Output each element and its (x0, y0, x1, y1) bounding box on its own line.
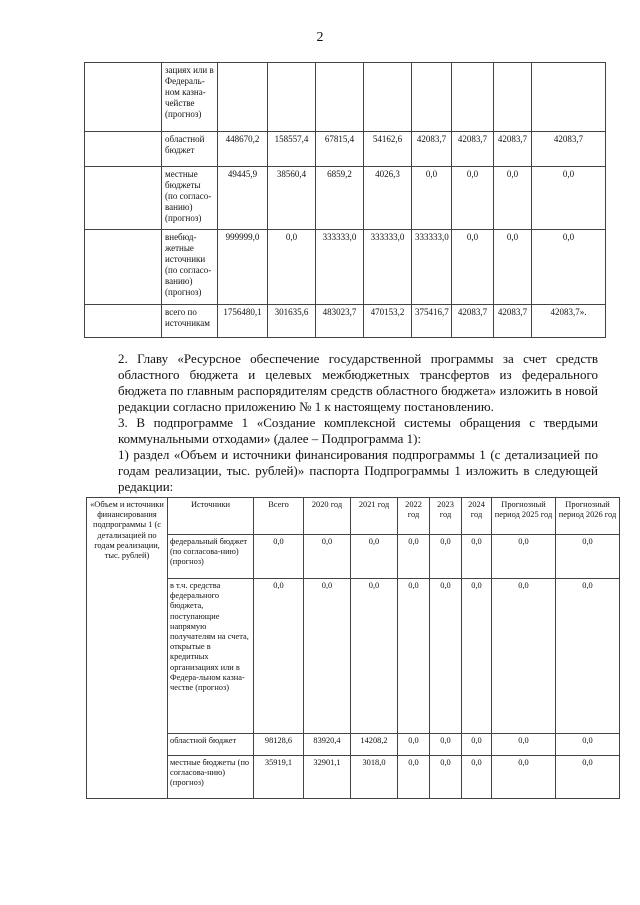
table-row (85, 63, 606, 132)
source-cell: областной бюджет (168, 734, 254, 756)
funding-label-cell: «Объем и источники финансирования подпрограммы 1 (с детализацией по годам реализации, тыс. рублей) (87, 498, 168, 799)
header-cell: Источники (168, 498, 254, 535)
source-cell: внебюд-жетные источники (по согласо-ванию) (прогноз) (162, 230, 218, 305)
table-row: в т.ч. средства федерального бюджета, поступающие напрямую получателям на счета, открытые в кредитных организациях или в Федера-льном казна-честве (прогноз) 0,0 0,0 0,0 0,0 0,0 0,0 0,0 0,0 (87, 579, 620, 734)
source-cell: федеральный бюджет (по согласова-нию) (прогноз) (168, 535, 254, 579)
header-cell: 2024 год (462, 498, 492, 535)
header-cell: 2023 год (430, 498, 462, 535)
table-header-row (87, 498, 620, 535)
table-row: федеральный бюджет (по согласова-нию) (прогноз) 0,0 0,0 0,0 0,0 0,0 0,0 0,0 0,0 (87, 535, 620, 579)
header-cell: Прогнозный период 2026 год (556, 498, 620, 535)
subprogram-funding-table (86, 497, 620, 799)
table-row: местные бюджеты (по согласова-нию) (прогноз) 35919,1 32901,1 3018,0 0,0 0,0 0,0 0,0 0,0 (87, 756, 620, 799)
header-cell: 2022 год (398, 498, 430, 535)
table-row: областной бюджет 98128,6 83920,4 14208,2 0,0 0,0 0,0 0,0 0,0 (87, 734, 620, 756)
source-cell: областной бюджет (162, 132, 218, 167)
paragraph-section-amendment: 1) раздел «Объем и источники финансирования подпрограммы 1 (с детализацией по годам реализации, тыс. рублей)» паспорта Подпрограммы 1 изложить в следующей редакции: (118, 447, 598, 494)
header-cell: Всего (254, 498, 304, 535)
table-row: областной бюджет 448670,2 158557,4 67815,4 54162,6 42083,7 42083,7 42083,7 42083,7 (85, 132, 606, 167)
table-row: внебюд-жетные источники (по согласо-ванию) (прогноз) 999999,0 0,0 333333,0 333333,0 333333,0 0,0 0,0 0,0 (85, 230, 606, 305)
header-cell: Прогнозный период 2025 год (492, 498, 556, 535)
paragraph-resource-chapter: 2. Главу «Ресурсное обеспечение государственной программы за счет средств областного бюджета и целевых межбюджетных трансфертов из федерального бюджета по главным распорядителям средств областного бюджета» изложить в новой редакции согласно приложению № 1 к настоящему постановлению. (118, 351, 598, 414)
source-cell: местные бюджеты (по согласо-ванию) (прогноз) (162, 167, 218, 230)
page-number: 2 (316, 30, 324, 45)
header-cell: 2021 год (351, 498, 398, 535)
paragraph-subprogram-intro: 3. В подпрограмме 1 «Создание комплексной системы обращения с твердыми коммунальными отходами» (далее – Подпрограмма 1): (118, 415, 598, 446)
source-cell: всего по источникам (162, 305, 218, 338)
table-row: всего по источникам 1756480,1 301635,6 483023,7 470153,2 375416,7 42083,7 42083,7 42083,7». (85, 305, 606, 338)
source-cell: в т.ч. средства федерального бюджета, поступающие напрямую получателям на счета, открытые в кредитных организациях или в Федера-льном казна-честве (прогноз) (168, 579, 254, 734)
source-cell: местные бюджеты (по согласова-нию) (прогноз) (168, 756, 254, 799)
header-cell: 2020 год (304, 498, 351, 535)
table-row: местные бюджеты (по согласо-ванию) (прогноз) 49445,9 38560,4 6859,2 4026,3 0,0 0,0 0,0 0,0 (85, 167, 606, 230)
funding-table-continuation (84, 62, 606, 338)
source-cell: зациях или в Федераль-ном казна-чействе (прогноз) (162, 63, 218, 132)
